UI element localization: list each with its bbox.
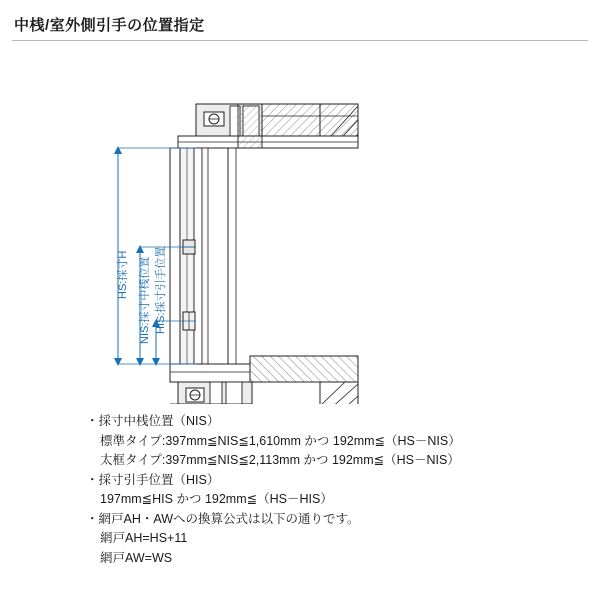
- note-line-screen-ah: 網戸AH=HS+11: [100, 531, 188, 545]
- page-header: [0, 0, 600, 46]
- note-line-screen-heading: ・網戸AH・AWへの換算公式は以下の通りです。: [86, 511, 360, 526]
- header-divider: [12, 40, 588, 41]
- drawing-svg: [0, 44, 600, 404]
- dimension-label-nis: NIS:採寸中桟位置: [139, 256, 151, 344]
- page-title: 中桟/室外側引手の位置指定: [14, 17, 205, 34]
- note-line-his-range: 197mm≦HIS かつ 192mm≦（HS－HIS）: [100, 492, 333, 506]
- dimension-label-his: HIS:採寸引手位置: [155, 246, 167, 334]
- dimension-label-hs: HS:採寸H: [117, 250, 129, 299]
- note-line-nis-heading: ・採寸中桟位置（NIS）: [86, 414, 220, 428]
- technical-drawing: [0, 44, 600, 404]
- note-line-his-heading: ・採寸引手位置（HIS）: [86, 472, 220, 487]
- notes-block: [86, 412, 586, 571]
- note-line-screen-aw: 網戸AW=WS: [100, 550, 173, 565]
- drawing-geometry: [170, 104, 358, 404]
- note-line-nis-standard: 標準タイプ:397mm≦NIS≦1,610mm かつ 192mm≦（HS－NIS）: [100, 433, 461, 448]
- note-line-nis-thick: 太框タイプ:397mm≦NIS≦2,113mm かつ 192mm≦（HS－NIS）: [100, 453, 460, 467]
